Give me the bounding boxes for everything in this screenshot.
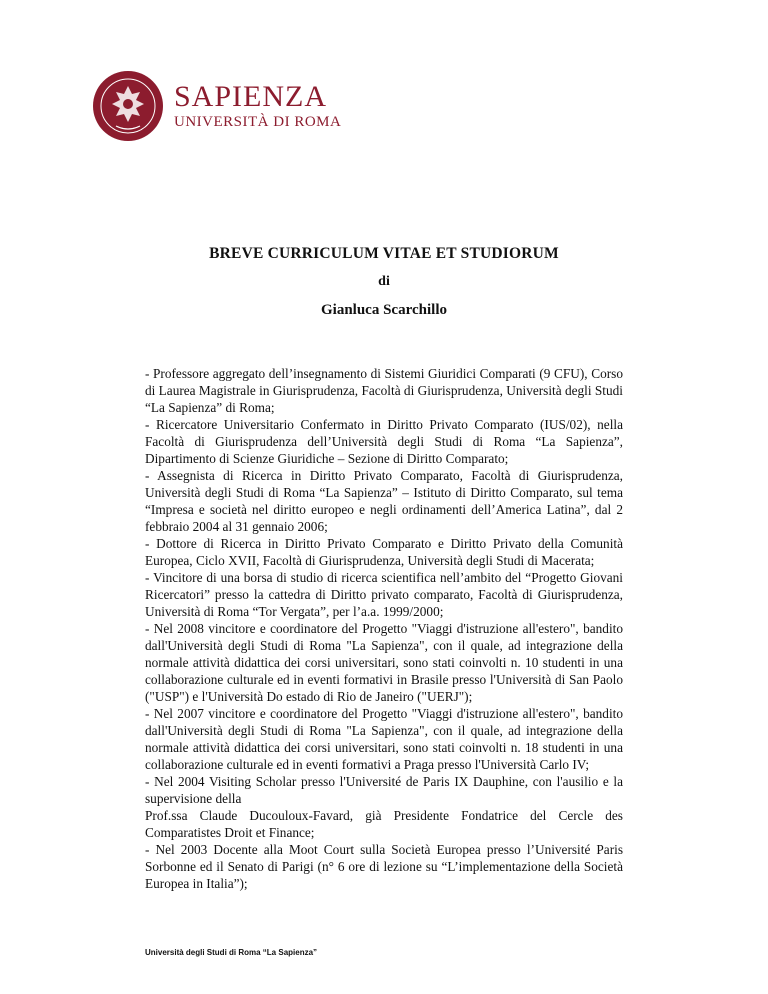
cv-body <box>145 365 623 892</box>
cv-paragraph: Prof.ssa Claude Ducouloux-Favard, già Presidente Fondatrice del Cercle des Comparatistes Droit et Finance; <box>145 808 623 840</box>
cv-paragraph: - Nel 2004 Visiting Scholar presso l'Université de Paris IX Dauphine, con l'ausilio e la supervisione della <box>145 774 623 806</box>
cv-paragraph: - Vincitore di una borsa di studio di ricerca scientifica nell’ambito del “Progetto Giovani Ricercatori” presso la cattedra di Diritto privato comparato, Facoltà di Giurisprudenza, Università di Roma “Tor Vergata”, per l’a.a. 1999/2000; <box>145 570 623 619</box>
cv-paragraph: - Professore aggregato dell’insegnamento di Sistemi Giuridici Comparati (9 CFU), Corso di Laurea Magistrale in Giurisprudenza, Facoltà di Giurisprudenza, Università degli Studi “La Sapienza” di Roma; <box>145 366 623 415</box>
author-name: Gianluca Scarchillo <box>321 302 447 318</box>
cv-paragraph: - Dottore di Ricerca in Diritto Privato Comparato e Diritto Privato della Comunità Europea, Ciclo XVII, Facoltà di Giurisprudenza, Università degli Studi di Macerata; <box>145 536 623 568</box>
cv-paragraph: - Nel 2003 Docente alla Moot Court sulla Società Europea presso l’Université Paris Sorbonne ed il Senato di Parigi (n° 6 ore di lezione su “L’implementazione della Società Europea in Italia”); <box>145 842 623 891</box>
logo-name: SAPIENZA <box>174 80 328 113</box>
logo-subtitle: UNIVERSITÀ DI ROMA <box>174 114 342 130</box>
title-preposition: di <box>378 274 390 289</box>
sapienza-seal-icon <box>92 70 164 142</box>
cv-paragraph: - Assegnista di Ricerca in Diritto Privato Comparato, Facoltà di Giurisprudenza, Università degli Studi di Roma “La Sapienza” – Istituto di Diritto Comparato, sul tema “Impresa e società nel diritto europeo e negli ordinamenti dell’America Latina”, dal 2 febbraio 2004 al 31 gennaio 2006; <box>145 468 623 534</box>
cv-paragraph: - Nel 2008 vincitore e coordinatore del Progetto "Viaggi d'istruzione all'estero", bandito dall'Università degli Studi di Roma "La Sapienza", con il quale, ad integrazione della normale attività didattica dei corsi universitari, sono stati coinvolti n. 10 studenti in una collaborazione culturale ed in eventi formativi in Brasile presso l'Università di San Paolo ("USP") e l'Università Do estado di Rio de Janeiro ("UERJ"); <box>145 621 623 704</box>
document-header <box>0 245 768 319</box>
cv-paragraph: - Nel 2007 vincitore e coordinatore del Progetto "Viaggi d'istruzione all'estero", bandito dall'Università degli Studi di Roma "La Sapienza", con il quale, ad integrazione della normale attività didattica dei corsi universitari, sono stati coinvolti n. 18 studenti in una collaborazione culturale ed in eventi formativi a Praga presso l'Università Carlo IV; <box>145 706 623 772</box>
document-title: BREVE CURRICULUM VITAE ET STUDIORUM <box>209 245 559 262</box>
cv-paragraph: - Ricercatore Universitario Confermato in Diritto Privato Comparato (IUS/02), nella Facoltà di Giurisprudenza dell’Università degli Studi di Roma “La Sapienza”, Dipartimento di Scienze Giuridiche – Sezione di Diritto Comparato; <box>145 417 623 466</box>
page-footer: Università degli Studi di Roma “La Sapienza” <box>145 948 318 957</box>
university-logo <box>92 70 341 142</box>
